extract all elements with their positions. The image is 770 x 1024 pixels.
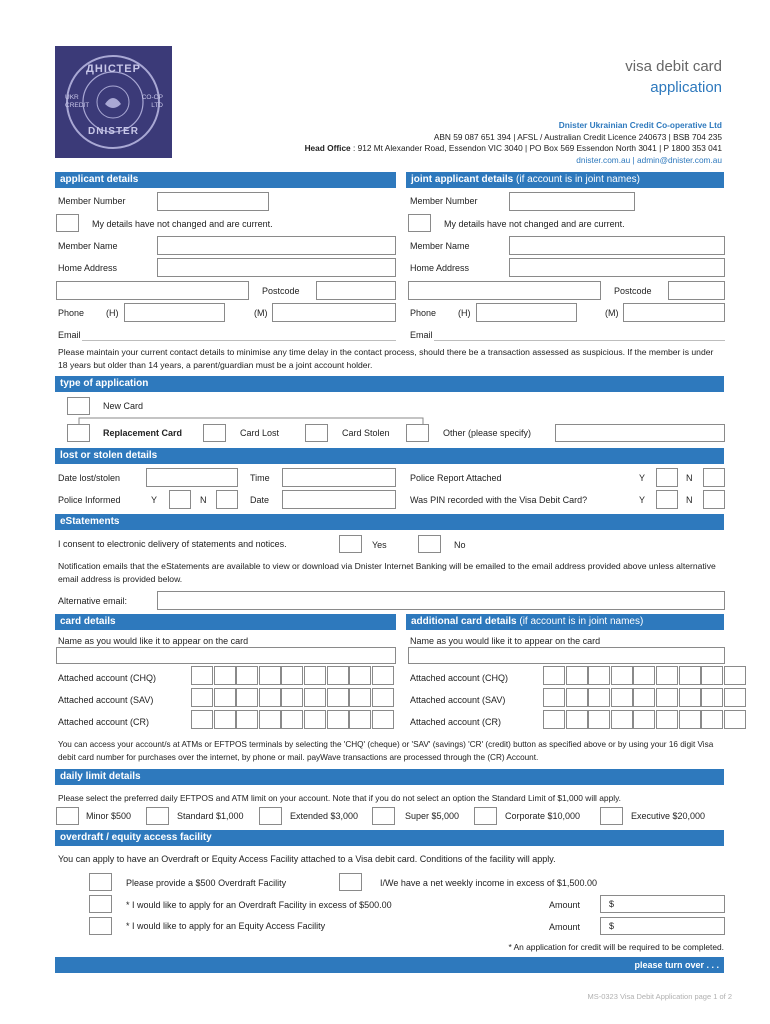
police-informed-n-checkbox[interactable] [216, 490, 238, 509]
limit-standard-checkbox[interactable] [146, 807, 169, 825]
chq-label: Attached account (CHQ) [58, 673, 157, 683]
postcode-label: Postcode [262, 286, 300, 296]
limit-extended-label: Extended $3,000 [290, 811, 359, 821]
police-informed-y-checkbox[interactable] [169, 490, 191, 509]
logo-left-text: UKR CREDIT [65, 94, 90, 109]
limit-minor-checkbox[interactable] [56, 807, 79, 825]
estatements-header [55, 514, 724, 530]
additional-cr-digit-box[interactable] [566, 710, 588, 729]
logo-bottom-text: DNISTER [88, 126, 139, 137]
overdraft-intro: You can apply to have an Overdraft or Equity Access Facility attached to a Visa debit card. Conditions of the facility will apply. [58, 854, 556, 864]
additional-title-sub: (if account is in joint names) [516, 616, 644, 627]
card-lost-checkbox[interactable] [203, 424, 226, 442]
access-note: You can access your account/s at ATMs or EFTPOS terminals by selecting the 'CHQ' (cheque) or 'SAV' (savings) 'CR' (credit) button as specified above or by using your 16 digit Visa debit card number for purchases over the internet, by phone or mail. payWave transactions are processed through the (CR) Account. [58, 740, 714, 762]
not-changed-label: My details have not changed and are current. [92, 219, 273, 229]
date-label: Date [250, 495, 270, 505]
additional-cr-digit-box[interactable] [611, 710, 633, 729]
sav-digit-box[interactable] [327, 688, 349, 707]
additional-chq-digit-box[interactable] [679, 666, 701, 685]
joint-phone-m-input[interactable] [623, 303, 725, 322]
email-line[interactable] [82, 340, 396, 341]
sav-digit-box[interactable] [236, 688, 258, 707]
joint-email-line[interactable] [434, 340, 725, 341]
lost-stolen-header [55, 448, 724, 464]
additional-sav-digit-box[interactable] [633, 688, 655, 707]
joint-phone-label: Phone [410, 308, 437, 318]
joint-applicant-header [406, 172, 724, 188]
apply-equity-checkbox[interactable] [89, 917, 112, 935]
overdraft-title: overdraft / equity access facility [60, 832, 212, 843]
chq-digit-box[interactable] [304, 666, 326, 685]
applicant-details-header [55, 172, 396, 188]
contact-note: Please maintain your current contact details to minimise any time delay in the contact process, should there be a transaction assessed as suspicious. If the member is under 18 years but older than 14 years, a parent/guardian must be a joint account holder. [58, 347, 714, 370]
lost-title: lost or stolen details [60, 450, 158, 461]
estatements-no-label: No [454, 540, 466, 550]
joint-address-line2-input[interactable] [408, 281, 601, 300]
additional-chq-digit-box[interactable] [724, 666, 746, 685]
apply-overdraft-checkbox[interactable] [89, 895, 112, 913]
joint-phone-m-label: (M) [605, 308, 619, 318]
additional-card-header [406, 614, 724, 630]
cr-digit-box[interactable] [236, 710, 258, 729]
type-title: type of application [60, 378, 149, 389]
police-informed-y-label: Y [151, 495, 158, 505]
limit-minor-label: Minor $500 [86, 811, 132, 821]
additional-cr-label: Attached account (CR) [410, 717, 502, 727]
cr-digit-box[interactable] [214, 710, 236, 729]
additional-sav-digit-box[interactable] [588, 688, 610, 707]
phone-h-label: (H) [106, 308, 119, 318]
head-office-text: : 912 Mt Alexander Road, Essendon VIC 3040 | PO Box 569 Essendon North 3041 | P 1800 353 041 [350, 143, 722, 153]
additional-sav-digit-box[interactable] [611, 688, 633, 707]
joint-not-changed-label: My details have not changed and are current. [444, 219, 625, 229]
sav-digit-box[interactable] [372, 688, 394, 707]
additional-cr-digit-box[interactable] [701, 710, 723, 729]
other-specify-input[interactable] [555, 424, 725, 442]
additional-chq-digit-box[interactable] [611, 666, 633, 685]
provide-500-checkbox[interactable] [89, 873, 112, 891]
card-details-header [55, 614, 396, 630]
additional-sav-digit-box[interactable] [679, 688, 701, 707]
sav-digit-box[interactable] [191, 688, 213, 707]
limit-corporate-label: Corporate $10,000 [505, 811, 581, 821]
police-report-n-checkbox[interactable] [703, 468, 725, 487]
equity-dollar: $ [609, 921, 615, 931]
new-card-checkbox[interactable] [67, 397, 90, 415]
pin-recorded-y-checkbox[interactable] [656, 490, 678, 509]
daily-limit-instruction: Please select the preferred daily EFTPOS and ATM limit on your account. Note that if you do not select an option the Standard Limit of $1,000 will apply. [58, 793, 621, 803]
additional-sav-digit-box[interactable] [724, 688, 746, 707]
time-input[interactable] [282, 468, 396, 487]
alt-email-input[interactable] [157, 591, 725, 610]
additional-sav-digit-box[interactable] [701, 688, 723, 707]
alt-email-label: Alternative email: [58, 596, 128, 606]
abn-line: ABN 59 087 651 394 | AFSL / Australian Credit Licence 240673 | BSB 704 235 [433, 132, 722, 142]
cr-label: Attached account (CR) [58, 717, 150, 727]
home-address-input[interactable] [157, 258, 396, 277]
credit-note: * An application for credit will be required to be completed. [508, 942, 724, 952]
additional-cr-digit-box[interactable] [679, 710, 701, 729]
card-lost-label: Card Lost [240, 428, 280, 438]
sav-digit-box[interactable] [214, 688, 236, 707]
joint-postcode-input[interactable] [668, 281, 725, 300]
additional-sav-digit-box[interactable] [566, 688, 588, 707]
title-line2: application [650, 79, 722, 96]
daily-limit-header [55, 769, 724, 785]
logo-right-text: CO-OP LTD [141, 94, 163, 109]
chq-digit-box[interactable] [214, 666, 236, 685]
dnister-logo [55, 46, 172, 158]
logo-top-text: ДНІСТЕР [86, 63, 141, 75]
page-ref: MS-0323 Visa Debit Application page 1 of 2 [587, 992, 732, 1001]
web-line[interactable]: dnister.com.au | admin@dnister.com.au [576, 155, 722, 165]
org-name: Dnister Ukrainian Credit Co-operative Ltd [558, 120, 722, 130]
overdraft-header [55, 830, 724, 846]
additional-cr-digit-box[interactable] [588, 710, 610, 729]
time-label: Time [250, 473, 270, 483]
cr-digit-box[interactable] [281, 710, 303, 729]
equity-amount-input[interactable] [600, 917, 725, 935]
additional-chq-digit-box[interactable] [701, 666, 723, 685]
additional-sav-digit-box[interactable] [543, 688, 565, 707]
joint-member-name-input[interactable] [509, 236, 725, 255]
additional-cr-digit-box[interactable] [724, 710, 746, 729]
additional-chq-label: Attached account (CHQ) [410, 673, 509, 683]
additional-cr-digit-box[interactable] [543, 710, 565, 729]
joint-email-label: Email [410, 330, 433, 340]
card-stolen-checkbox[interactable] [305, 424, 328, 442]
joint-member-number-input[interactable] [509, 192, 635, 211]
cr-digit-box[interactable] [304, 710, 326, 729]
joint-phone-h-label: (H) [458, 308, 471, 318]
police-report-y-checkbox[interactable] [656, 468, 678, 487]
additional-title: additional card details [411, 616, 517, 627]
police-informed-n-label: N [200, 495, 207, 505]
phone-h-input[interactable] [124, 303, 225, 322]
apply-equity-label: * I would like to apply for an Equity Access Facility [126, 921, 326, 931]
sav-digit-box[interactable] [304, 688, 326, 707]
estatements-title: eStatements [60, 516, 120, 527]
pin-recorded-n-checkbox[interactable] [703, 490, 725, 509]
joint-title-sub: (if account is in joint names) [513, 174, 640, 185]
phone-m-input[interactable] [272, 303, 396, 322]
turn-over-text: please turn over . . . [634, 960, 719, 970]
limit-extended-checkbox[interactable] [259, 807, 282, 825]
name-on-card-label: Name as you would like it to appear on the card [58, 636, 249, 646]
estatements-yes-label: Yes [372, 540, 387, 550]
police-report-label: Police Report Attached [410, 473, 502, 483]
member-name-input[interactable] [157, 236, 396, 255]
limit-standard-label: Standard $1,000 [177, 811, 244, 821]
additional-name-on-card-input[interactable] [408, 647, 725, 664]
limit-super-label: Super $5,000 [405, 811, 460, 821]
apply-overdraft-label: * I would like to apply for an Overdraft Facility in excess of $500.00 [126, 900, 392, 910]
additional-cr-digit-box[interactable] [656, 710, 678, 729]
consent-label: I consent to electronic delivery of statements and notices. [58, 539, 287, 549]
chq-digit-box[interactable] [259, 666, 281, 685]
phone-m-label: (M) [254, 308, 268, 318]
other-label: Other (please specify) [443, 428, 532, 438]
cr-digit-box[interactable] [259, 710, 281, 729]
estatements-yes-checkbox[interactable] [339, 535, 362, 553]
joint-member-name-label: Member Name [410, 241, 470, 251]
head-office-label: Head Office [304, 143, 351, 153]
not-changed-checkbox[interactable] [56, 214, 79, 232]
chq-digit-box[interactable] [191, 666, 213, 685]
new-card-label: New Card [103, 401, 144, 411]
cr-digit-box[interactable] [191, 710, 213, 729]
applicant-title: applicant details [60, 174, 139, 185]
additional-chq-digit-box[interactable] [656, 666, 678, 685]
additional-chq-digit-box[interactable] [566, 666, 588, 685]
joint-title: joint applicant details [411, 174, 514, 185]
limit-executive-checkbox[interactable] [600, 807, 623, 825]
daily-title: daily limit details [60, 771, 141, 782]
title-line1: visa debit card [625, 58, 722, 75]
sav-digit-box[interactable] [349, 688, 371, 707]
additional-chq-digit-box[interactable] [588, 666, 610, 685]
date-input[interactable] [282, 490, 396, 509]
additional-name-on-card-label: Name as you would like it to appear on the card [410, 636, 601, 646]
sav-digit-box[interactable] [259, 688, 281, 707]
member-name-label: Member Name [58, 241, 118, 251]
estatements-no-checkbox[interactable] [418, 535, 441, 553]
chq-digit-box[interactable] [327, 666, 349, 685]
chq-digit-box[interactable] [372, 666, 394, 685]
overdraft-amount-label: Amount [549, 900, 581, 910]
joint-phone-h-input[interactable] [476, 303, 577, 322]
head-office-line [305, 143, 722, 153]
cr-digit-box[interactable] [327, 710, 349, 729]
joint-postcode-label: Postcode [614, 286, 652, 296]
replacement-card-checkbox[interactable] [67, 424, 90, 442]
overdraft-dollar: $ [609, 899, 615, 909]
type-of-application-header [55, 376, 724, 392]
member-number-label: Member Number [58, 196, 126, 206]
cr-digit-box[interactable] [349, 710, 371, 729]
date-lost-input[interactable] [146, 468, 238, 487]
replacement-card-label: Replacement Card [103, 428, 183, 438]
name-on-card-input[interactable] [56, 647, 396, 664]
estatements-note: Notification emails that the eStatements are available to view or download via Dnister Internet Banking will be emailed to the email address provided above unless alternative email address is provided below. [58, 561, 716, 584]
police-informed-label: Police Informed [58, 495, 121, 505]
home-address-label: Home Address [58, 263, 118, 273]
additional-sav-label: Attached account (SAV) [410, 695, 506, 705]
pin-recorded-n-label: N [686, 495, 693, 505]
phone-label: Phone [58, 308, 85, 318]
additional-chq-digit-box[interactable] [633, 666, 655, 685]
joint-home-address-input[interactable] [509, 258, 725, 277]
equity-amount-label: Amount [549, 922, 581, 932]
chq-digit-box[interactable] [349, 666, 371, 685]
limit-executive-label: Executive $20,000 [631, 811, 706, 821]
additional-chq-digit-box[interactable] [543, 666, 565, 685]
joint-not-changed-checkbox[interactable] [408, 214, 431, 232]
chq-digit-box[interactable] [236, 666, 258, 685]
provide-500-label: Please provide a $500 Overdraft Facility [126, 878, 287, 888]
overdraft-amount-input[interactable] [600, 895, 725, 913]
member-number-input[interactable] [157, 192, 269, 211]
sav-digit-box[interactable] [281, 688, 303, 707]
joint-home-address-label: Home Address [410, 263, 470, 273]
limit-super-checkbox[interactable] [372, 807, 395, 825]
police-report-n-label: N [686, 473, 693, 483]
card-title: card details [60, 616, 116, 627]
police-report-y-label: Y [639, 473, 646, 483]
weekly-income-label: I/We have a net weekly income in excess of $1,500.00 [380, 878, 597, 888]
replacement-bracket [78, 414, 448, 428]
address-line2-input[interactable] [56, 281, 249, 300]
additional-sav-digit-box[interactable] [656, 688, 678, 707]
other-checkbox[interactable] [406, 424, 429, 442]
date-lost-label: Date lost/stolen [58, 473, 121, 483]
card-stolen-label: Card Stolen [342, 428, 390, 438]
joint-member-number-label: Member Number [410, 196, 478, 206]
cr-digit-box[interactable] [372, 710, 394, 729]
additional-cr-digit-box[interactable] [633, 710, 655, 729]
limit-corporate-checkbox[interactable] [474, 807, 497, 825]
weekly-income-checkbox[interactable] [339, 873, 362, 891]
chq-digit-box[interactable] [281, 666, 303, 685]
pin-recorded-y-label: Y [639, 495, 646, 505]
postcode-input[interactable] [316, 281, 396, 300]
pin-recorded-label: Was PIN recorded with the Visa Debit Card? [410, 495, 588, 505]
turn-over-bar [55, 957, 724, 973]
sav-label: Attached account (SAV) [58, 695, 154, 705]
email-label: Email [58, 330, 81, 340]
